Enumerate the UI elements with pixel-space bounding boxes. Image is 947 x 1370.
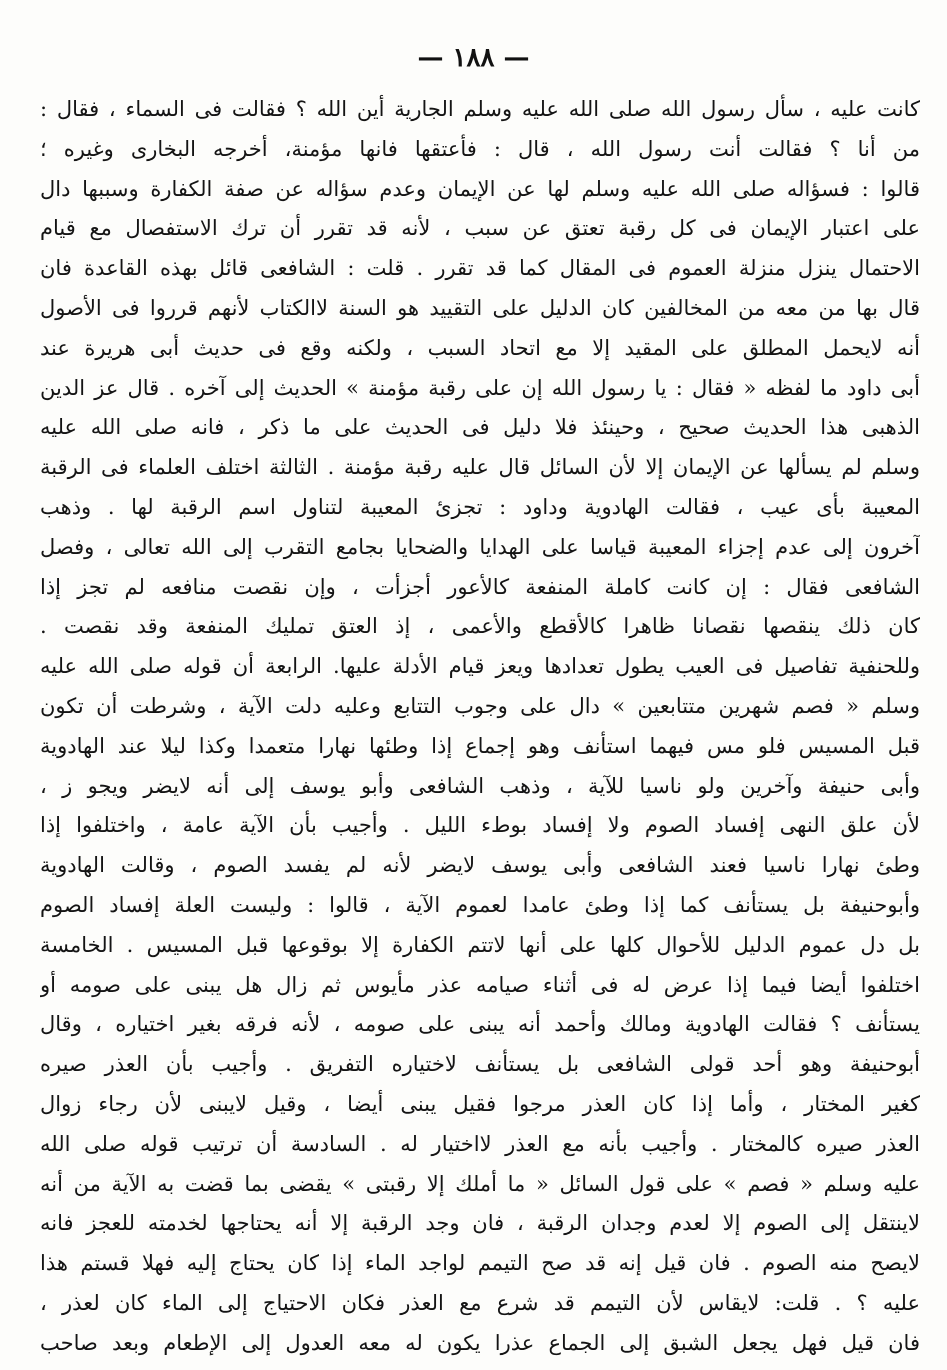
- text-line: عليه وسلم « فصم » على قول السائل « ما أملك إلا رقبتى » يقضى بما قضت به الآية من أنه: [40, 1171, 920, 1196]
- text-line: قالوا : فسؤاله صلى الله عليه وسلم لها عن الإيمان وعدم سؤاله عن صفة الكفارة وسببها دال: [40, 176, 920, 201]
- text-line: فان قيل فهل يجعل الشبق إلى الجماع عذرا يكون له معه العدول إلى الإطعام وبعد صاحب: [40, 1330, 920, 1355]
- text-line: قال بها من معه من المخالفين كان الدليل على التقييد هو السنة لاالكتاب لأنهم قرروا فى الأصول: [40, 295, 920, 320]
- text-line: عليه ؟ . قلت: لايقاس لأن التيمم قد شرع مع العذر فكان الاحتياج إلى الماء كان لعذر ،: [40, 1290, 920, 1315]
- text-line: الشافعى فقال : إن كانت كاملة المنفعة كالأعور أجزأت ، وإن نقصت منافعه لم تجز إذا: [40, 574, 920, 599]
- text-line: كانت عليه ، سأل رسول الله صلى الله عليه وسلم الجارية أين الله ؟ فقالت فى السماء ، فقال :: [40, 97, 920, 121]
- text-line: وأبى حنيفة وآخرين ولو ناسيا للآية ، وذهب الشافعى وأبو يوسف إلى أنه لايضر ويجو ز ،: [40, 773, 920, 798]
- text-line: الاحتمال ينزل منزلة العموم فى المقال كما قد تقرر . قلت : الشافعى قائل بهذه القاعدة فان: [40, 256, 920, 281]
- text-line: لأن علق النهى إفساد الصوم ولا إفساد بوطء الليل . وأجيب بأن الآية عامة ، واختلفوا إذا: [40, 813, 920, 838]
- text-line: اختلفوا أيضا فيما إذا عرض له فى أثناء صيامه عذر مأيوس ثم زال هل يبنى على صومه أو: [40, 972, 920, 997]
- text-line: الذهبى هذا الحديث صحيح ، وحينئذ فلا دليل فى الحديث على ما ذكر ، فانه صلى الله عليه: [40, 415, 920, 440]
- text-line: أنه لايحمل المطلق على المقيد إلا مع اتحاد السبب ، ولكنه وقع فى حديث أبى هريرة عند: [40, 335, 920, 360]
- text-line: العذر صيره كالمختار . وأجيب بأنه مع العذر لااختيار له . السادسة أن ترتيب قوله صلى الله: [40, 1131, 920, 1156]
- text-line: من أنا ؟ فقالت أنت رسول الله ، قال : فأعتقها فانها مؤمنة، أخرجه البخارى وغيره ؛: [40, 136, 920, 161]
- text-line: أبوحنيفة وهو أحد قولى الشافعى بل يستأنف لاختياره التفريق . وأجيب بأن العذر صيره: [40, 1052, 920, 1077]
- text-line: لاينتقل إلى الصوم إلا لعدم وجدان الرقبة ، فان وجد الرقبة إلا أنه يحتاجها لخدمته للعجز فانه: [40, 1211, 920, 1236]
- text-line: كغير المختار ، وأما إذا كان العذر مرجوا فقيل يبنى أيضا ، وقيل لايبنى لأن رجاء زوال: [40, 1091, 920, 1116]
- text-line: وأبوحنيفة بل يستأنف كما إذا وطئ عامدا لعموم الآية ، قالوا : وليست العلة إفساد الصوم: [40, 892, 920, 917]
- text-line: قبل المسيس فلو مس فيهما استأنف وهو إجماع إذا وطئها نهارا متعمدا وكذا ليلا عند الهادوية: [40, 733, 920, 758]
- text-line: أبى داود ما لفظه « فقال : يا رسول الله إن على رقبة مؤمنة » الحديث إلى آخره . قال عز الدين: [40, 375, 920, 400]
- text-line: لايصح منه الصوم . فان قيل إنه قد صح التيمم لواجد الماء إذا كان يحتاج إليه فهلا قستم هذا: [40, 1251, 920, 1276]
- text-line: وسلم « فصم شهرين متتابعين » دال على وجوب التتابع وعليه دلت الآية ، وشرطت أن تكون: [40, 693, 920, 718]
- text-line: آخرون إلى عدم إجزاء المعيبة قياسا على الهدايا والضحايا بجامع التقرب إلى الله تعالى ، وفصل: [40, 534, 920, 559]
- text-line: وسلم لم يسألها عن الإيمان إلا لأن السائل قال عليه رقبة مؤمنة . الثالثة اختلف العلماء فى الرقبة: [40, 455, 920, 480]
- text-line: يستأنف ؟ فقالت الهادوية ومالك وأحمد أنه يبنى على صومه ، لأنه فرقه بغير اختياره ، وقال: [40, 1012, 920, 1037]
- text-line: بل دل عموم الدليل للأحوال كلها على أنها لاتتم الكفارة إلا بوقوعها قبل المسيس . الخامسة: [40, 932, 920, 957]
- page-number: — ١٨٨ —: [417, 43, 530, 73]
- text-line: على اعتبار الإيمان فى كل رقبة تعتق عن سبب ، لأنه قد تقرر أن ترك الاستفصال مع قيام: [40, 216, 920, 241]
- text-line: المعيبة بأى عيب ، فقالت الهادوية وداود : تجزئ المعيبة لتناول اسم الرقبة لها . وذهب: [40, 494, 920, 519]
- text-line: وللحنفية تفاصيل فى العيب يطول تعدادها ويعز قيام الأدلة عليها. الرابعة أن قوله صلى الله عليه: [40, 654, 920, 679]
- text-line: كان ذلك ينقصها نقصانا ظاهرا كالأقطع والأعمى ، إذ العتق تمليك المنفعة وقد نقصت .: [40, 614, 920, 639]
- body-text: [40, 90, 920, 1364]
- text-line: وطئ نهارا ناسيا فعند الشافعى وأبى يوسف لايضر لأنه لم يفسد الصوم ، وقالت الهادوية: [40, 853, 920, 878]
